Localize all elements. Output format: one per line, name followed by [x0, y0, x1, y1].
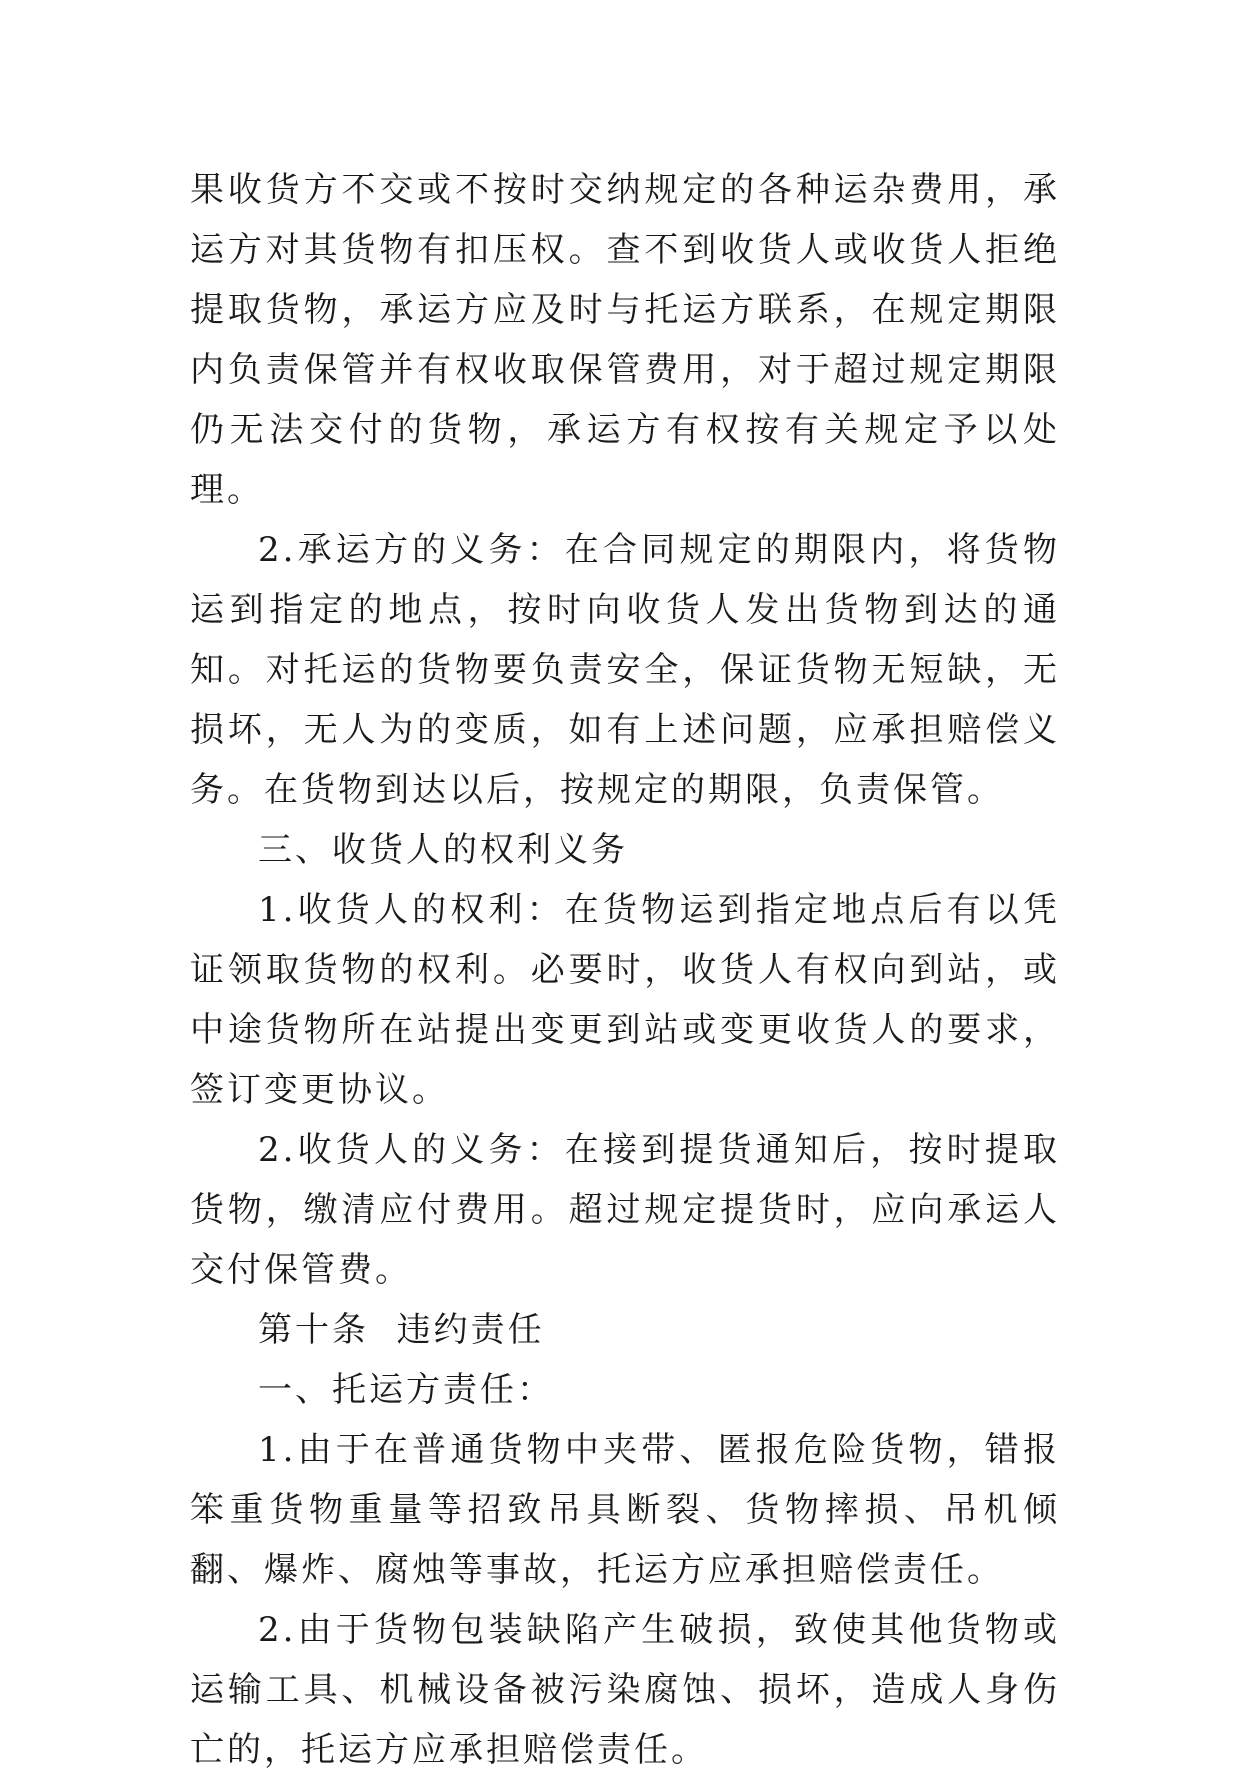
section-heading-shipper-liability: 一、托运方责任：	[258, 1370, 554, 1410]
paragraph-carrier-obligations: 2.承运方的义务：在合同规定的期限内，将货物运到指定的地点，按时向收货人发出货物到达的通知。对托运的货物要负责安全，保证货物无短缺，无损坏，无人为的变质，如有上述问题，应承担赔偿义务。在货物到达以后，按规定的期限，负责保管。	[190, 530, 1060, 810]
paragraph-continuation: 果收货方不交或不按时交纳规定的各种运杂费用，承运方对其货物有扣压权。查不到收货人或收货人拒绝提取货物，承运方应及时与托运方联系，在规定期限内负责保管并有权收取保管费用，对于超过规定期限仍无法交付的货物，承运方有权按有关规定予以处理。	[190, 170, 1060, 510]
paragraph-shipper-liability-2: 2.由于货物包装缺陷产生破损，致使其他货物或运输工具、机械设备被污染腐蚀、损坏，造成人身伤亡的，托运方应承担赔偿责任。	[190, 1610, 1060, 1770]
section-heading-consignee: 三、收货人的权利义务	[258, 830, 628, 870]
paragraph-consignee-obligations: 2.收货人的义务：在接到提货通知后，按时提取货物，缴清应付费用。超过规定提货时，应向承运人交付保管费。	[190, 1130, 1060, 1290]
paragraph-consignee-rights: 1.收货人的权利：在货物运到指定地点后有以凭证领取货物的权利。必要时，收货人有权向到站，或中途货物所在站提出变更到站或变更收货人的要求，签订变更协议。	[190, 890, 1060, 1110]
document-page	[190, 160, 1060, 1780]
article-heading-liability: 第十条 违约责任	[258, 1310, 545, 1350]
paragraph-shipper-liability-1: 1.由于在普通货物中夹带、匿报危险货物，错报笨重货物重量等招致吊具断裂、货物摔损、吊机倾翻、爆炸、腐烛等事故，托运方应承担赔偿责任。	[190, 1430, 1060, 1590]
